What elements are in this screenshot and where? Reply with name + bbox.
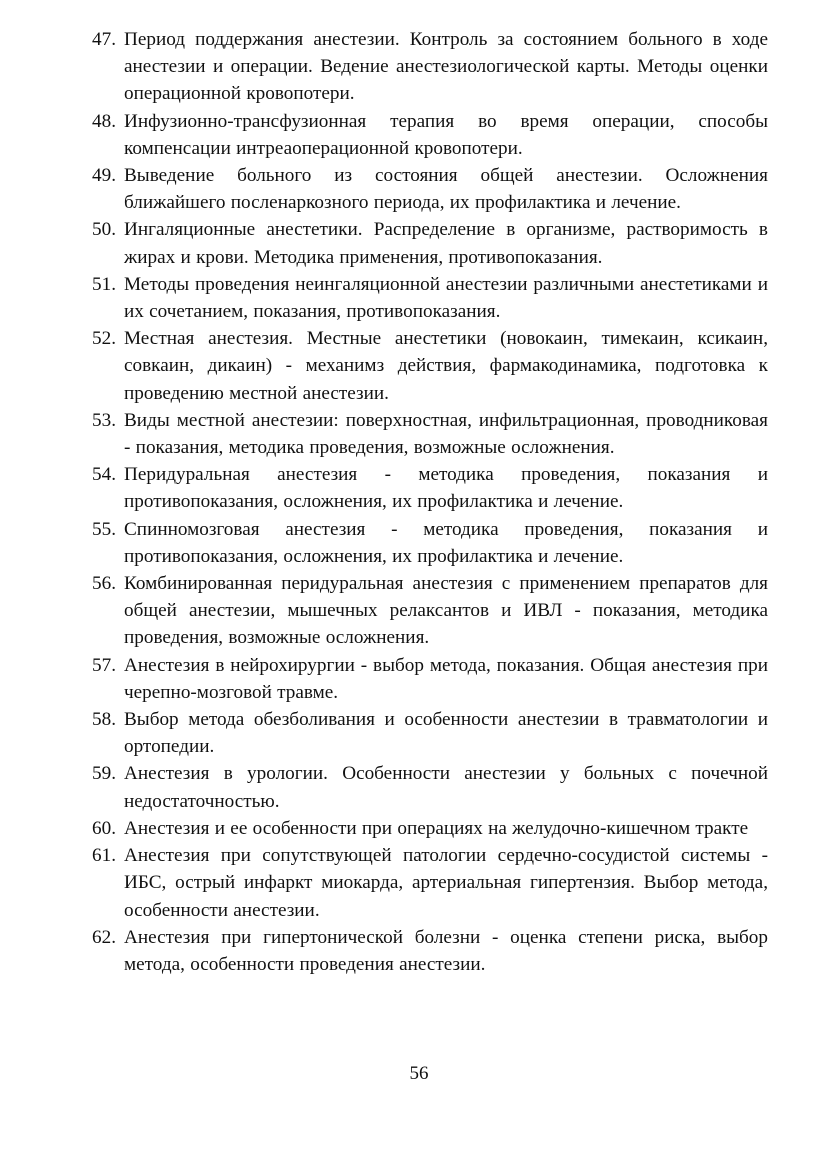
list-item [72,570,768,652]
list-item [72,924,768,978]
question-number: 55. [92,518,116,540]
question-text: Ингаляционные анестетики. Распределение в организме, растворимость в жирах и крови. Методика применения, противопоказания. [124,219,768,268]
question-text: Период поддержания анестезии. Контроль за состоянием больного в ходе анестезии и операции. Ведение анестезиологической карты. Методы оценки операционной кровопотери. [124,29,768,105]
list-item [72,706,768,760]
question-text: Анестезия при сопутствующей патологии сердечно-сосудистой системы - ИБС, острый инфаркт миокарда, артериальная гипертензия. Выбор метода, особенности анестезии. [124,845,768,921]
question-text: Методы проведения неингаляционной анестезии различными анестетиками и их сочетанием, показания, противопоказания. [124,273,768,323]
question-text: Выбор метода обезболивания и особенности анестезии в травматологии и ортопедии. [124,709,768,758]
question-text: Местная анестезия. Местные анестетики (новокаин, тимекаин, ксикаин, совкаин, дикаин) - механимз действия, фармакодинамика, подготовка к проведению местной анестезии. [124,328,768,404]
question-number: 56. [92,573,116,595]
question-text: Анестезия в урологии. Особенности анестезии у больных с почечной недостаточностью. [124,763,768,812]
question-number: 51. [92,273,116,295]
question-number: 62. [92,926,116,948]
question-number: 47. [92,29,116,50]
question-number: 58. [92,709,116,731]
question-text: Перидуральная анестезия - методика проведения, показания и противопоказания, осложнения, их профилактика и лечение. [124,464,768,513]
question-number: 57. [92,654,116,676]
list-item [72,842,768,924]
question-number: 48. [92,110,116,132]
question-text: Выведение больного из состояния общей анестезии. Осложнения ближайшего посленаркозного периода, их профилактика и лечение. [124,165,768,214]
question-number: 54. [92,464,116,486]
list-item [72,162,768,216]
page-number: 56 [409,1063,429,1084]
question-text: Анестезия и ее особенности при операциях на желудочно-кишечном тракте [124,817,749,839]
list-item [72,516,768,570]
list-item [72,216,768,270]
question-text: Спинномозговая анестезия - методика проведения, показания и противопоказания, осложнения, их профилактика и лечение. [124,518,768,567]
question-number: 49. [92,165,116,187]
list-item [72,461,768,515]
question-number: 61. [92,845,116,867]
question-text: Анестезия в нейрохирургии - выбор метода, показания. Общая анестезия при черепно-мозговой травме. [124,654,768,703]
list-item [72,815,768,842]
question-number: 53. [92,409,116,431]
list-item [72,325,768,407]
question-number: 52. [92,328,116,350]
question-text: Анестезия при гипертонической болезни - оценка степени риска, выбор метода, особенности проведения анестезии. [124,926,768,975]
list-item [72,26,768,108]
list-item [72,760,768,814]
question-number: 60. [92,817,116,839]
exam-question-list [72,26,768,978]
question-text: Комбинированная перидуральная анестезия с применением препаратов для общей анестезии, мышечных релаксантов и ИВЛ - показания, методика проведения, возможные осложнения. [124,573,768,649]
list-item [72,271,768,325]
question-number: 50. [92,219,116,241]
question-text: Инфузионно-трансфузионная терапия во время операции, способы компенсации интреаоперационной кровопотери. [124,110,768,159]
question-text: Виды местной анестезии: поверхностная, инфильтрационная, проводниковая - показания, методика проведения, возможные осложнения. [124,409,768,459]
list-item [72,108,768,162]
list-item [72,652,768,706]
question-number: 59. [92,763,116,785]
list-item [72,407,768,461]
